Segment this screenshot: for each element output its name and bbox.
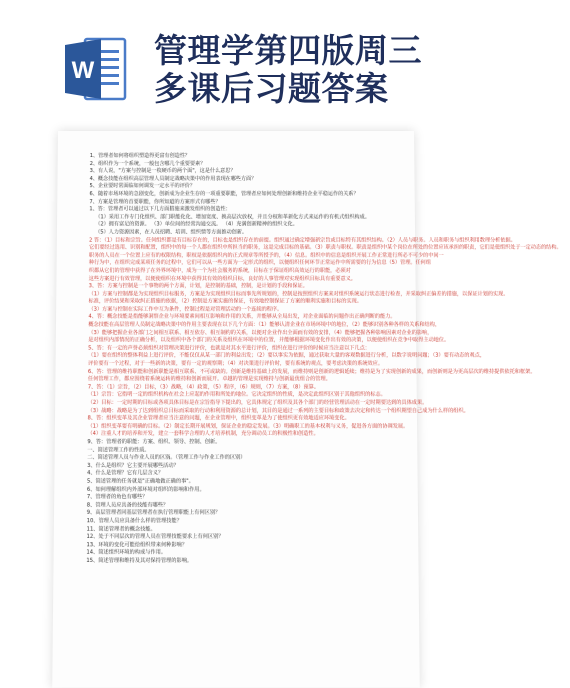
document-line: 3、什么是组织？它主要开展哪些活动？ bbox=[87, 462, 179, 469]
document-line: 标准，评价结果和采取纠正措施的依据，（2）控制是方案实施的保证，有效地控制保证了方案的顺利实施和目标的实现。 bbox=[88, 298, 362, 305]
document-line: 1、答：管理者可以通过以下几方面措施来激发组织的创造性： bbox=[89, 206, 231, 213]
document-line: 4、什么是管理？它有几层含义？ bbox=[87, 470, 164, 477]
document-line: 4、答：概念技能是指能够洞察企业与环境要素间相互影响和作用的关系，并能够从全局出发，对企业面临的问题作出正确判断的能力。 bbox=[88, 314, 396, 321]
document-line: 2 答：（1）目标和宗旨。任何组织都是有目标存在的，目标也是组织存在的前提。组织通过确定增强新宗旨或目标特有其组织结构。（2）人员与职务。人员和职务与组织利用数理分析依据。 bbox=[89, 237, 516, 244]
document-preview bbox=[10, 115, 562, 669]
document-line: 概念技能在高层管理人员制定战略决策中的作用主要表现在以下几个方面：（1）能够认清企业在市场环境中的地位，（2）能够识别各种各样的关系和结构， bbox=[88, 321, 441, 329]
document-line: 7、答：（1）宗旨，（2）目标，（3）战略，（4）政策，（5）程序，（6）规则，（7）方案，（8）预算。 bbox=[87, 384, 320, 391]
document-line: 5、答：有一定的声誉必须组织对管理决策进行评价，也就是对其水平进行评价，组织在进行评价的时候应当注意以下几点： bbox=[88, 345, 371, 352]
document-line: 3、有人说，"方案与控制是一枚硬币的两个面"，这是什么意思？ bbox=[89, 168, 236, 175]
document-line: （1）采用工作专门化组织、部门职能化化、增加宽度、换高层次放权，并且分权和革新化方式来运作的有机式组织构成。 bbox=[95, 214, 370, 221]
document-line: 一、简述管理工作的性质。 bbox=[87, 446, 150, 454]
document-line: 8、答：组织变革及其企业管理者应当注意的问题，在企业管理中，组织变革是为了使组织更有效地适应环境变化。 bbox=[87, 415, 350, 422]
document-line: （5）人力资源因素，在人员招聘、培训、组织情等方面推动创新。 bbox=[95, 229, 248, 236]
document-line: 11、简述管理者的概念技能。 bbox=[86, 525, 156, 533]
document-line: 14、简述组织环境的构成与作用。 bbox=[86, 549, 167, 556]
document-line: 4、概念技能在组织高层管理人员制定战略决策中的作用表现在哪些方面？ bbox=[89, 175, 257, 182]
title-line-1: 管理学第四版周三 bbox=[154, 31, 422, 70]
document-line: 7、方案是管理的首要职能，你所知道的方案形式有哪些？ bbox=[89, 198, 221, 205]
document-line: 织都从它们的管理中获得了在外界环境中，成为一个为社会服务的系统，目标在于保证组织高效运行的职能，必须对 bbox=[88, 267, 351, 274]
document-line: （3）方案与控制在实际工作中互为条件，控制过程是对管理活动的一个连续的程序。 bbox=[88, 306, 283, 313]
document-line: 13、环境的变化可能给组织带来何种影响？ bbox=[86, 541, 188, 549]
svg-text:W: W bbox=[71, 57, 95, 84]
page-title bbox=[154, 32, 472, 108]
document-line: 这些方案进行有效管理，以便使组织在环境中获得其有效的组织目标，良好的人事管理对实现组织目标具有重要意义。 bbox=[88, 275, 356, 282]
word-document-icon bbox=[63, 36, 129, 102]
document-line: （2）拥有富足的资源。 （3）单位间的经常沟通交流。 （4）充满创新精神的组织文化。 bbox=[95, 221, 298, 228]
document-line: 任何管理工作，都应围绕着系统运转的维持和创新而展开。卓越的管理是实现维持与创新最优组合的管理。 bbox=[87, 376, 331, 383]
document-line: 6、答：管理的维持职能和创新职能是相互联系、不可或缺的。创新是维持基础上的发展，而维持则是创新的逻辑延续；维持是为了实现创新的成果，而创新则是为更高层次的维持提供依托和框架。 bbox=[87, 368, 536, 375]
document-line: 12、处于不同层次的管理人员在管理技能要求上有何区别？ bbox=[86, 533, 224, 541]
document-line: 职务的人员在一个位置上应有的权限结构，职权是依据组织内的正式规章等所授予的，（4）信息。组织中的信息是组织开展工作正常进行所必不可少的中间一 bbox=[88, 252, 444, 259]
document-line: 它们要经过选用、识别和配置，组织中的每一个人都在组织中所担当的职务，这是完成目标的基础。（3）职责与职权。职责是组织中某个岗位在所处的位置应该承担的职责，它们是使组织处于一定动态的结构。 bbox=[88, 244, 562, 251]
document-line: 8、管理人员应具备的技能有哪些？ bbox=[86, 502, 169, 509]
document-line: 9、答：管理者的职能：方案、组织、领导、控制、创新。 bbox=[87, 438, 221, 446]
title-line-2: 多课后习题答案 bbox=[154, 69, 389, 108]
document-line: （1）方案与控制都是为实现组织目标服务，方案是为实现组织目标而事先所规划的，控制是按照组织方案来对组织系统运行状态进行检查，并采取纠正偏差的措施，以保证计划的实现。 bbox=[88, 290, 509, 298]
document-line: （1）组织变革要有明确的目标。（2）制定长期开展规划，保证企业的稳定发展。（3）明确职工的基本权利与义务，促进各方面的协调发展。 bbox=[87, 423, 409, 430]
document-line: 5、企业要时常面临如何调发一定水平的评价？ bbox=[89, 183, 196, 190]
document-line: 3、答：方案与控制是一个事物的两个方面，计划，是控制的基础，控制，是计划的手段和保证。 bbox=[88, 283, 308, 290]
document-line: （1）宗旨：它指明一定的组织机构在社会上应起的作用和所处的地位。它决定组织的性质，是决定此组织区别于其他组织的标志。 bbox=[87, 391, 386, 399]
document-line: 二、简述管理人员与作业人员的区别。（管理工作与作业工作的区别） bbox=[87, 454, 246, 461]
document-line: （1）要在组织的整体利益上进行评价，不能仅仅从某一部门的利益出发；（2）要以事实为依据，通过获取大量的客观数据进行分析，以数字说明问题；（3）要有动态的观点， bbox=[88, 352, 486, 360]
document-line: 6、随着市场环境的急剧变化，创新成为企业生存的一项重要职能，管理者应如何处理创新和维持企业平稳运作的关系？ bbox=[89, 191, 359, 198]
document-line: （4）注重人才的培养和开发，建立一套科学合理的人才培养机制，充分调动员工的积极性和创造性。 bbox=[87, 431, 319, 438]
document-line: （3）战略：战略是为了达到组织总目标而采取的行动和利用资源的总计划，其目的是通过一系列的主要目标和政策去决定和传达一个组织期望自己成为什么样的组织。 bbox=[87, 407, 469, 414]
document-body bbox=[86, 152, 562, 566]
document-line: 5、简述管理的任务就是"正确地做正确的事"。 bbox=[86, 478, 194, 485]
header-banner bbox=[0, 0, 474, 122]
document-page bbox=[52, 131, 562, 688]
document-line: 15、简述管理和维持及其对保持管理的影响。 bbox=[86, 557, 193, 564]
document-line: 评价要有一个过程，对于一些新的决策，要有一定的观察期；（4）对决策进行评价时，要有系统的观点，要考虑决策的系统效应。 bbox=[87, 360, 384, 367]
document-line: 7、管理者的角色有哪些？ bbox=[86, 494, 148, 501]
document-line: 2、组织作为一个系统，一般包含哪几个重要要素？ bbox=[89, 160, 206, 167]
document-line: 是对组织内部情况的正确分析，以及组织中各个部门的关系及组织在环境中的位置，并能够根据环境变化作出有效的决策，以便使组织在竞争中取得主动地位。 bbox=[88, 337, 450, 344]
document-line: 9、高层管理者同基层管理者在执行管理职能上有何区别？ bbox=[86, 509, 221, 517]
document-line: 1、管理者如何将组织塑造得更富有创造性？ bbox=[89, 152, 190, 160]
document-line: 种行为中，在组织完成某项任务的过程中，它们可以从一些方面为一定形式的组织，以便组织任何环节正常运作中所需要的行为信息（5）管理。任何组 bbox=[88, 260, 431, 267]
document-line: 6、如何理解组织内外部环境对组织的影响和作用。 bbox=[86, 486, 205, 493]
document-line: （3）能够把握企业各部门之间相互联系、相互依存、相互制约的关系，以便对企业作出全面而有效的安排，（4）能够把握各种影响因素对企业的影响， bbox=[88, 329, 433, 336]
document-line: 10、管理人员应具备什么样的管理技能？ bbox=[86, 517, 182, 525]
document-line: （2）目标：一定时期的目标或各项具体目标是在宗旨指导下提出的，它具体规定了组织及其各个部门的经营管理活动在一定时期要达到的具体成果。 bbox=[87, 399, 428, 406]
